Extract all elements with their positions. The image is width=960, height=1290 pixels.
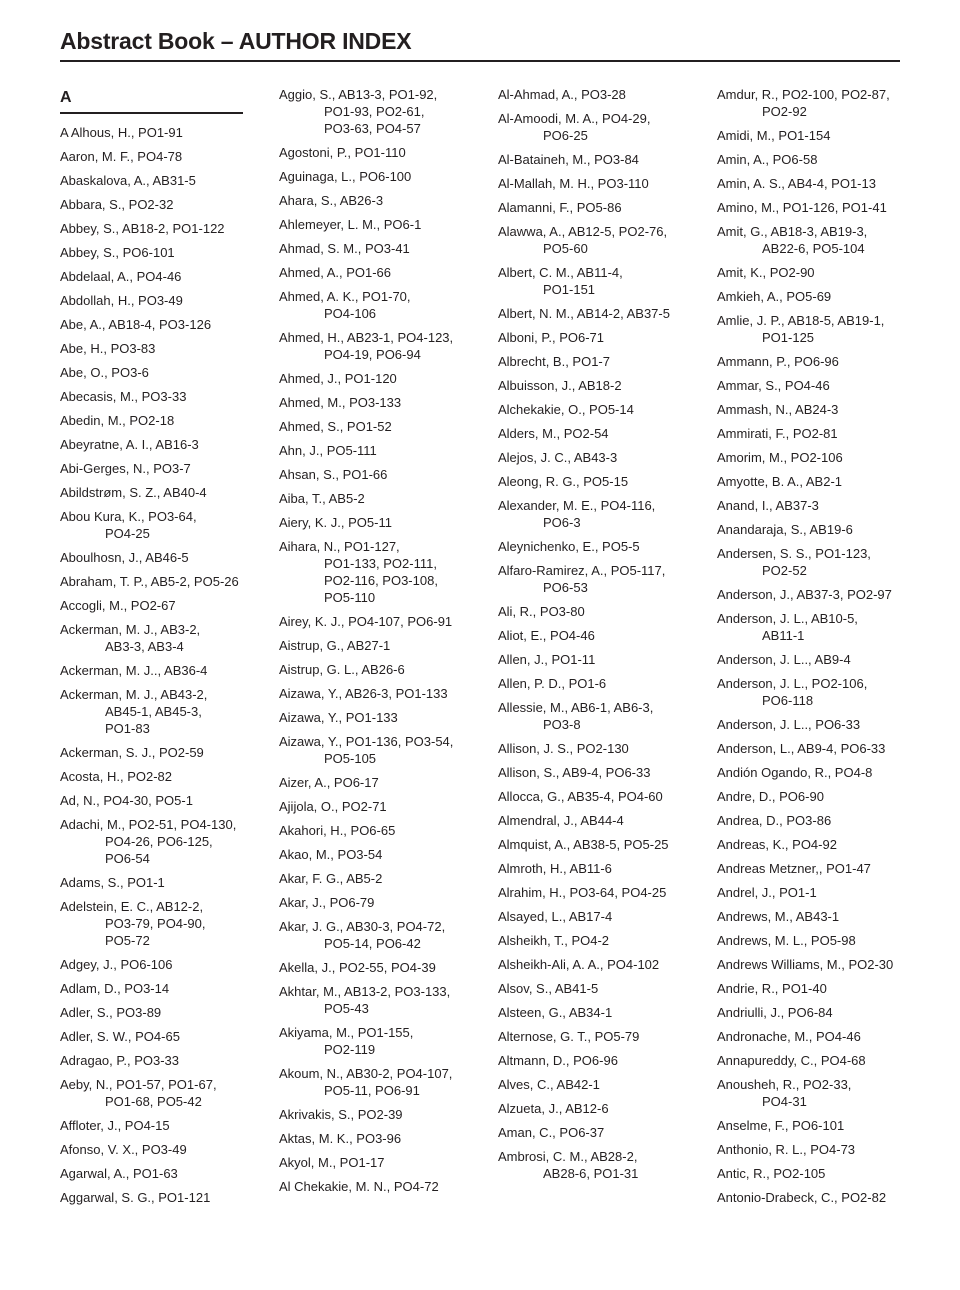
index-entry: Alawwa, A., AB12-5, PO2-76, PO5-60 — [498, 224, 668, 256]
index-entry: Akyol, M., PO1-17 — [279, 1155, 385, 1170]
index-entry: Akoum, N., AB30-2, PO4-107, PO5-11, PO6-91 — [279, 1066, 453, 1098]
index-entry: Adler, S. W., PO4-65 — [60, 1029, 180, 1044]
index-entry: Amdur, R., PO2-100, PO2-87, PO2-92 — [717, 87, 890, 119]
entry-list — [498, 86, 698, 1182]
index-entry: Allison, S., AB9-4, PO6-33 — [498, 765, 651, 780]
index-entry: Aeby, N., PO1-57, PO1-67, PO1-68, PO5-42 — [60, 1077, 217, 1109]
index-entry: Amlie, J. P., AB18-5, AB19-1, PO1-125 — [717, 313, 885, 345]
index-entry: Amit, G., AB18-3, AB19-3, AB22-6, PO5-104 — [717, 224, 868, 256]
index-entry: Alboni, P., PO6-71 — [498, 330, 604, 345]
index-entry: Abdollah, H., PO3-49 — [60, 293, 183, 308]
index-entry: Acosta, H., PO2-82 — [60, 769, 172, 784]
index-entry: Andión Ogando, R., PO4-8 — [717, 765, 873, 780]
index-entry: Alfaro-Ramirez, A., PO5-117, PO6-53 — [498, 563, 666, 595]
index-entry: Akar, F. G., AB5-2 — [279, 871, 383, 886]
index-entry: Aliot, E., PO4-46 — [498, 628, 595, 643]
index-entry: Abe, H., PO3-83 — [60, 341, 156, 356]
index-entry: Abaskalova, A., AB31-5 — [60, 173, 196, 188]
index-entry: Alders, M., PO2-54 — [498, 426, 609, 441]
index-entry: Abecasis, M., PO3-33 — [60, 389, 187, 404]
index-entry: Allison, J. S., PO2-130 — [498, 741, 629, 756]
index-entry: Ammann, P., PO6-96 — [717, 354, 839, 369]
index-entry: Abbara, S., PO2-32 — [60, 197, 174, 212]
index-entry: Ackerman, M. J., AB43-2, AB45-1, AB45-3, PO1-83 — [60, 687, 208, 736]
index-entry: Aihara, N., PO1-127, PO1-133, PO2-111, PO2-116, PO3-108, PO5-110 — [279, 539, 438, 605]
index-entry: Aleynichenko, E., PO5-5 — [498, 539, 640, 554]
index-entry: Anand, I., AB37-3 — [717, 498, 819, 513]
index-entry: Al-Ahmad, A., PO3-28 — [498, 87, 626, 102]
index-entry: Anderson, J. L.., PO6-33 — [717, 717, 861, 732]
index-entry: Afonso, V. X., PO3-49 — [60, 1142, 187, 1157]
index-entry: Akrivakis, S., PO2-39 — [279, 1107, 403, 1122]
index-entry: Andreas, K., PO4-92 — [717, 837, 837, 852]
index-entry: Anderson, J. L., PO2-106, PO6-118 — [717, 676, 868, 708]
index-entry: Andrea, D., PO3-86 — [717, 813, 832, 828]
index-entry: Almroth, H., AB11-6 — [498, 861, 612, 876]
index-entry: Aboulhosn, J., AB46-5 — [60, 550, 189, 565]
index-entry: Alsteen, G., AB34-1 — [498, 1005, 613, 1020]
index-entry: Akella, J., PO2-55, PO4-39 — [279, 960, 436, 975]
index-column-4 — [717, 86, 917, 1213]
index-entry: Amit, K., PO2-90 — [717, 265, 815, 280]
index-entry: Aktas, M. K., PO3-96 — [279, 1131, 402, 1146]
index-entry: Agostoni, P., PO1-110 — [279, 145, 406, 160]
index-entry: Abraham, T. P., AB5-2, PO5-26 — [60, 574, 239, 589]
index-entry: Aggarwal, S. G., PO1-121 — [60, 1190, 211, 1205]
index-entry: Ahmed, S., PO1-52 — [279, 419, 392, 434]
index-entry: Abildstrøm, S. Z., AB40-4 — [60, 485, 207, 500]
entry-list — [717, 86, 917, 1206]
index-entry: Albrecht, B., PO1-7 — [498, 354, 610, 369]
index-entry: Adams, S., PO1-1 — [60, 875, 165, 890]
index-entry: Ahmed, A., PO1-66 — [279, 265, 392, 280]
index-entry: Amino, M., PO1-126, PO1-41 — [717, 200, 887, 215]
index-entry: Alrahim, H., PO3-64, PO4-25 — [498, 885, 667, 900]
index-entry: Amin, A., PO6-58 — [717, 152, 818, 167]
index-entry: Amkieh, A., PO5-69 — [717, 289, 832, 304]
index-entry: Affloter, J., PO4-15 — [60, 1118, 170, 1133]
index-entry: Ahmed, A. K., PO1-70, PO4-106 — [279, 289, 411, 321]
index-entry: Agarwal, A., PO1-63 — [60, 1166, 178, 1181]
index-entry: Albert, N. M., AB14-2, AB37-5 — [498, 306, 670, 321]
section-rule — [60, 112, 243, 114]
index-entry: Altmann, D., PO6-96 — [498, 1053, 618, 1068]
index-entry: Anthonio, R. L., PO4-73 — [717, 1142, 856, 1157]
index-entry: Allen, P. D., PO1-6 — [498, 676, 607, 691]
index-entry: Amyotte, B. A., AB2-1 — [717, 474, 843, 489]
index-entry: Accogli, M., PO2-67 — [60, 598, 176, 613]
index-entry: Almendral, J., AB44-4 — [498, 813, 624, 828]
index-entry: Albuisson, J., AB18-2 — [498, 378, 622, 393]
index-entry: Andrews, M. L., PO5-98 — [717, 933, 856, 948]
index-entry: Abedin, M., PO2-18 — [60, 413, 175, 428]
index-entry: Airey, K. J., PO4-107, PO6-91 — [279, 614, 453, 629]
index-entry: Alsov, S., AB41-5 — [498, 981, 599, 996]
index-entry: Andre, D., PO6-90 — [717, 789, 824, 804]
index-entry: Abbey, S., PO6-101 — [60, 245, 175, 260]
index-entry: Akiyama, M., PO1-155, PO2-119 — [279, 1025, 414, 1057]
index-entry: Ackerman, M. J., AB3-2, AB3-3, AB3-4 — [60, 622, 201, 654]
index-entry: Ambrosi, C. M., AB28-2, AB28-6, PO1-31 — [498, 1149, 639, 1181]
page-title: Abstract Book – AUTHOR INDEX — [60, 28, 412, 54]
index-entry: Andrel, J., PO1-1 — [717, 885, 817, 900]
index-entry: Allocca, G., AB35-4, PO4-60 — [498, 789, 663, 804]
index-entry: Alamanni, F., PO5-86 — [498, 200, 622, 215]
index-entry: Almquist, A., AB38-5, PO5-25 — [498, 837, 669, 852]
index-entry: Aizer, A., PO6-17 — [279, 775, 379, 790]
index-entry: Andriulli, J., PO6-84 — [717, 1005, 833, 1020]
index-entry: Al Chekakie, M. N., PO4-72 — [279, 1179, 439, 1194]
index-entry: Ad, N., PO4-30, PO5-1 — [60, 793, 193, 808]
index-entry: Aizawa, Y., AB26-3, PO1-133 — [279, 686, 448, 701]
index-entry: Alternose, G. T., PO5-79 — [498, 1029, 640, 1044]
entry-list — [60, 124, 260, 1206]
entry-list — [279, 86, 479, 1195]
index-entry: Andreas Metzner,, PO1-47 — [717, 861, 871, 876]
index-entry: Andrews, M., AB43-1 — [717, 909, 840, 924]
index-entry: Akar, J., PO6-79 — [279, 895, 375, 910]
index-entry: Adgey, J., PO6-106 — [60, 957, 173, 972]
index-entry: Ammash, N., AB24-3 — [717, 402, 839, 417]
index-entry: Ackerman, M. J.., AB36-4 — [60, 663, 208, 678]
index-entry: Aguinaga, L., PO6-100 — [279, 169, 412, 184]
index-entry: Al-Bataineh, M., PO3-84 — [498, 152, 639, 167]
index-entry: Abeyratne, A. I., AB16-3 — [60, 437, 199, 452]
index-entry: Ahmed, M., PO3-133 — [279, 395, 402, 410]
index-entry: Aiba, T., AB5-2 — [279, 491, 365, 506]
index-entry: Andrews Williams, M., PO2-30 — [717, 957, 894, 972]
index-entry: Ali, R., PO3-80 — [498, 604, 585, 619]
index-entry: Amorim, M., PO2-106 — [717, 450, 843, 465]
index-entry: Annapureddy, C., PO4-68 — [717, 1053, 866, 1068]
index-entry: Alsheikh, T., PO4-2 — [498, 933, 610, 948]
index-entry: Ammirati, F., PO2-81 — [717, 426, 838, 441]
index-entry: Aiery, K. J., PO5-11 — [279, 515, 392, 530]
index-entry: Amin, A. S., AB4-4, PO1-13 — [717, 176, 876, 191]
index-entry: Alejos, J. C., AB43-3 — [498, 450, 618, 465]
index-entry: Ahmed, H., AB23-1, PO4-123, PO4-19, PO6-94 — [279, 330, 454, 362]
index-entry: Ahn, J., PO5-111 — [279, 443, 377, 458]
index-entry: A Alhous, H., PO1-91 — [60, 125, 183, 140]
index-entry: Alsheikh-Ali, A. A., PO4-102 — [498, 957, 660, 972]
index-entry: Aaron, M. F., PO4-78 — [60, 149, 183, 164]
index-entry: Aizawa, Y., PO1-133 — [279, 710, 398, 725]
index-entry: Adachi, M., PO2-51, PO4-130, PO4-26, PO6-125, PO6-54 — [60, 817, 237, 866]
index-entry: Akao, M., PO3-54 — [279, 847, 383, 862]
index-entry: Antonio-Drabeck, C., PO2-82 — [717, 1190, 887, 1205]
index-entry: Ahlemeyer, L. M., PO6-1 — [279, 217, 422, 232]
index-entry: Abbey, S., AB18-2, PO1-122 — [60, 221, 225, 236]
index-column-3 — [498, 86, 698, 1189]
index-entry: Aleong, R. G., PO5-15 — [498, 474, 629, 489]
index-entry: Ajijola, O., PO2-71 — [279, 799, 387, 814]
index-entry: Anandaraja, S., AB19-6 — [717, 522, 853, 537]
index-entry: Anselme, F., PO6-101 — [717, 1118, 845, 1133]
index-entry: Andersen, S. S., PO1-123, PO2-52 — [717, 546, 871, 578]
section-letter: A — [60, 89, 72, 106]
index-entry: Abou Kura, K., PO3-64, PO4-25 — [60, 509, 197, 541]
index-entry: Akar, J. G., AB30-3, PO4-72, PO5-14, PO6-42 — [279, 919, 446, 951]
index-entry: Abi-Gerges, N., PO3-7 — [60, 461, 191, 476]
title-rule — [60, 60, 900, 62]
index-entry: Aistrup, G. L., AB26-6 — [279, 662, 405, 677]
index-entry: Al-Amoodi, M. A., PO4-29, PO6-25 — [498, 111, 651, 143]
index-entry: Alexander, M. E., PO4-116, PO6-3 — [498, 498, 656, 530]
index-entry: Akahori, H., PO6-65 — [279, 823, 396, 838]
index-entry: Adlam, D., PO3-14 — [60, 981, 170, 996]
index-entry: Alzueta, J., AB12-6 — [498, 1101, 609, 1116]
index-entry: Anderson, L., AB9-4, PO6-33 — [717, 741, 886, 756]
index-column-2 — [279, 86, 479, 1202]
index-entry: Anderson, J. L.., AB9-4 — [717, 652, 851, 667]
index-entry: Aistrup, G., AB27-1 — [279, 638, 391, 653]
index-entry: Abdelaal, A., PO4-46 — [60, 269, 182, 284]
index-entry: Allen, J., PO1-11 — [498, 652, 596, 667]
index-entry: Ahmed, J., PO1-120 — [279, 371, 397, 386]
index-entry: Aizawa, Y., PO1-136, PO3-54, PO5-105 — [279, 734, 454, 766]
index-entry: Albert, C. M., AB11-4, PO1-151 — [498, 265, 623, 297]
index-entry: Adler, S., PO3-89 — [60, 1005, 162, 1020]
index-entry: Aggio, S., AB13-3, PO1-92, PO1-93, PO2-61, PO3-63, PO4-57 — [279, 87, 438, 136]
index-entry: Ahmad, S. M., PO3-41 — [279, 241, 410, 256]
index-entry: Alchekakie, O., PO5-14 — [498, 402, 634, 417]
index-entry: Anderson, J. L., AB10-5, AB11-1 — [717, 611, 858, 643]
index-entry: Ammar, S., PO4-46 — [717, 378, 830, 393]
index-entry: Amidi, M., PO1-154 — [717, 128, 831, 143]
index-entry: Abe, A., AB18-4, PO3-126 — [60, 317, 212, 332]
index-entry: Abe, O., PO3-6 — [60, 365, 149, 380]
index-entry: Alsayed, L., AB17-4 — [498, 909, 613, 924]
index-entry: Aman, C., PO6-37 — [498, 1125, 605, 1140]
index-entry: Andronache, M., PO4-46 — [717, 1029, 861, 1044]
index-entry: Allessie, M., AB6-1, AB6-3, PO3-8 — [498, 700, 654, 732]
index-entry: Anderson, J., AB37-3, PO2-97 — [717, 587, 892, 602]
index-entry: Akhtar, M., AB13-2, PO3-133, PO5-43 — [279, 984, 451, 1016]
index-column-1 — [60, 86, 260, 1213]
index-entry: Alves, C., AB42-1 — [498, 1077, 600, 1092]
index-entry: Ahsan, S., PO1-66 — [279, 467, 388, 482]
index-entry: Andrie, R., PO1-40 — [717, 981, 827, 996]
index-entry: Ackerman, S. J., PO2-59 — [60, 745, 204, 760]
index-entry: Adelstein, E. C., AB12-2, PO3-79, PO4-90, PO5-72 — [60, 899, 206, 948]
index-entry: Ahara, S., AB26-3 — [279, 193, 384, 208]
index-entry: Anousheh, R., PO2-33, PO4-31 — [717, 1077, 852, 1109]
index-entry: Antic, R., PO2-105 — [717, 1166, 826, 1181]
index-entry: Al-Mallah, M. H., PO3-110 — [498, 176, 649, 191]
index-entry: Adragao, P., PO3-33 — [60, 1053, 180, 1068]
